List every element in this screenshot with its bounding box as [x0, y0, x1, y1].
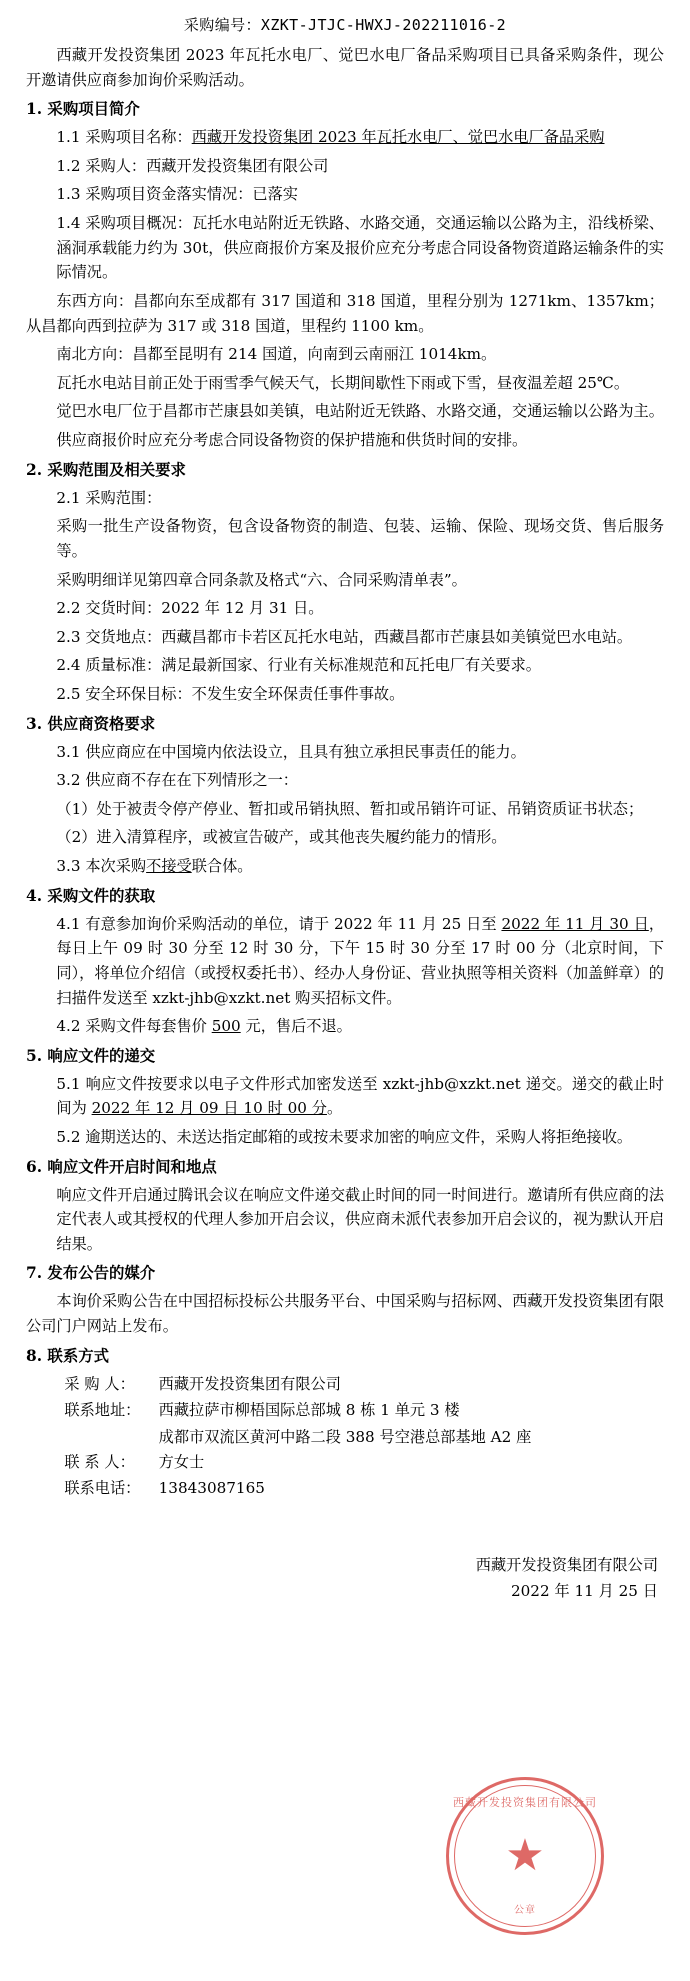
underlined-text: 2022 年 11 月 30 日	[501, 914, 649, 933]
underlined-text: 西藏开发投资集团 2023 年瓦托水电厂、觉巴水电厂备品采购	[191, 128, 605, 147]
section-2-4: 2.4 质量标准：满足最新国家、行业有关标准规范和瓦托电厂有关要求。	[56, 656, 541, 675]
contact-label: 联系地址：	[64, 1401, 141, 1420]
signature-org: 西藏开发投资集团有限公司	[475, 1555, 658, 1574]
section-1-4-weather: 瓦托水电站目前正处于雨雪季气候天气，长期间歇性下雨或下雪，昼夜温差超 25℃。	[56, 373, 630, 392]
section-1-4-east-west: 东西方向：昌都向东至成都有 317 国道和 318 国道，里程分别为 1271km、1357km；从昌都向西到拉萨为 317 或 318 国道，里程约 1100 km。	[26, 291, 664, 335]
contact-value: 西藏拉萨市柳梧国际总部城 8 栋 1 单元 3 楼	[158, 1401, 460, 1420]
section-1-3: 1.3 采购项目资金落实情况：已落实	[56, 185, 298, 204]
section-3-title: 3. 供应商资格要求	[26, 714, 156, 733]
section-5-1: 5.1 响应文件按要求以电子文件形式加密发送至 xzkt-jhb@xzkt.net 递交。递交的截止时间为 2022 年 12 月 09 日 10 时 00 分。	[56, 1074, 664, 1118]
section-1-1	[56, 125, 664, 150]
contact-value: 方女士	[158, 1452, 205, 1471]
seal-top-text: 西藏开发投资集团有限公司	[453, 1796, 597, 1809]
star-icon: ★	[505, 1830, 545, 1881]
section-7-body: 本询价采购公告在中国招标投标公共服务平台、中国采购与招标网、西藏开发投资集团有限公司门户网站上发布。	[26, 1292, 664, 1336]
signature-block	[26, 1553, 664, 1605]
contact-label: 联 系 人：	[64, 1452, 135, 1471]
contact-block	[64, 1372, 664, 1501]
section-6-title: 6. 响应文件开启时间和地点	[26, 1157, 217, 1176]
contact-value: 西藏开发投资集团有限公司	[158, 1374, 341, 1393]
contact-label: 采 购 人：	[64, 1374, 135, 1393]
section-7-title: 7. 发布公告的媒介	[26, 1264, 156, 1283]
section-1-title: 1. 采购项目简介	[26, 100, 140, 119]
underlined-text: 2022 年 12 月 09 日 10 时 00 分	[91, 1099, 327, 1118]
section-6-body: 响应文件开启通过腾讯会议在响应文件递交截止时间的同一时间进行。邀请所有供应商的法定代表人或其授权的代理人参加开启会议，供应商未派代表参加开启会议的，视为默认开启结果。	[56, 1185, 664, 1253]
section-4-1: 4.1 有意参加询价采购活动的单位，请于 2022 年 11 月 25 日至 2022 年 11 月 30 日，每日上午 09 时 30 分至 12 时 30 分，下午 15 时 30 分至 17 时 00 分（北京时间，下同），将单位介绍信（或授权委托书）、经办人身份证、营业执照等相关资料（加盖鲜章）的扫描件发送至 xzkt-jhb@xzkt.net 购买招标文件。	[56, 914, 664, 1007]
section-3-2-item-1: （1）处于被责令停产停业、暂扣或吊销执照、暂扣或吊销许可证、吊销资质证书状态；	[56, 799, 644, 818]
document-number: 采购编号：XZKT-JTJC-HWXJ-202211016-2	[183, 16, 507, 34]
underlined-text: 不接受	[146, 857, 192, 876]
seal-inner-ring	[454, 1785, 596, 1927]
contact-row	[64, 1398, 664, 1423]
contact-row	[64, 1450, 664, 1475]
section-2-1-body: 采购一批生产设备物资，包含设备物资的制造、包装、运输、保险、现场交货、售后服务等。	[56, 517, 664, 560]
section-2-3: 2.3 交货地点：西藏昌都市卡若区瓦托水电站，西藏昌都市芒康县如美镇觉巴水电站。	[56, 627, 633, 646]
underlined-text: 500	[211, 1017, 241, 1036]
section-2-5: 2.5 安全环保目标：不发生安全环保责任事件事故。	[56, 685, 405, 704]
section-3-2-item-2: （2）进入清算程序，或被宣告破产，或其他丧失履约能力的情形。	[56, 828, 507, 847]
section-4-title: 4. 采购文件的获取	[26, 886, 156, 905]
section-5-title: 5. 响应文件的递交	[26, 1046, 156, 1065]
section-3-1: 3.1 供应商应在中国境内依法设立，且具有独立承担民事责任的能力。	[56, 742, 526, 761]
section-1-2: 1.2 采购人：西藏开发投资集团有限公司	[56, 156, 329, 175]
seal-bottom-text: 公章	[514, 1905, 536, 1916]
section-2-1-body2: 采购明细详见第四章合同条款及格式“六、合同采购清单表”。	[56, 570, 467, 589]
section-1-1-text: 1.1 采购项目名称：西藏开发投资集团 2023 年瓦托水电厂、觉巴水电厂备品采购	[56, 128, 605, 147]
section-3-3: 3.3 本次采购不接受联合体。	[56, 857, 253, 876]
contact-value: 13843087165	[158, 1479, 265, 1498]
section-4-2: 4.2 采购文件每套售价 500 元，售后不退。	[56, 1017, 352, 1036]
signature-date: 2022 年 11 月 25 日	[510, 1581, 658, 1600]
section-8-title: 8. 联系方式	[26, 1346, 109, 1365]
section-2-1: 2.1 采购范围：	[56, 488, 162, 507]
section-5-2: 5.2 逾期送达的、未送达指定邮箱的或按未要求加密的响应文件，采购人将拒绝接收。	[56, 1128, 633, 1147]
contact-row	[64, 1372, 664, 1397]
contact-label: 联系电话：	[64, 1479, 141, 1498]
section-1-4-north-south: 南北方向：昌都至昆明有 214 国道，向南到云南丽江 1014km。	[56, 345, 497, 364]
contact-row	[64, 1476, 664, 1501]
section-2-title: 2. 采购范围及相关要求	[26, 460, 186, 479]
section-2-2: 2.2 交货时间：2022 年 12 月 31 日。	[56, 599, 324, 618]
section-1-4-juba-location: 觉巴水电厂位于昌都市芒康县如美镇，电站附近无铁路、水路交通，交通运输以公路为主。	[56, 402, 664, 421]
intro-paragraph: 西藏开发投资集团 2023 年瓦托水电厂、觉巴水电厂备品采购项目已具备采购条件，现公开邀请供应商参加询价采购活动。	[26, 46, 664, 89]
section-3-2: 3.2 供应商不存在在下列情形之一：	[56, 771, 298, 790]
section-1-4-supplier-note: 供应商报价时应充分考虑合同设备物资的保护措施和供货时间的安排。	[56, 431, 528, 450]
company-seal-stamp	[446, 1777, 604, 1935]
contact-address-secondary: 成都市双流区黄河中路二段 388 号空港总部基地 A2 座	[158, 1427, 532, 1446]
section-1-4: 1.4 采购项目概况：瓦托水电站附近无铁路、水路交通，交通运输以公路为主，沿线桥梁、涵洞承载能力约为 30t，供应商报价方案及报价应充分考虑合同设备物资道路运输条件的实际情况。	[56, 214, 664, 282]
